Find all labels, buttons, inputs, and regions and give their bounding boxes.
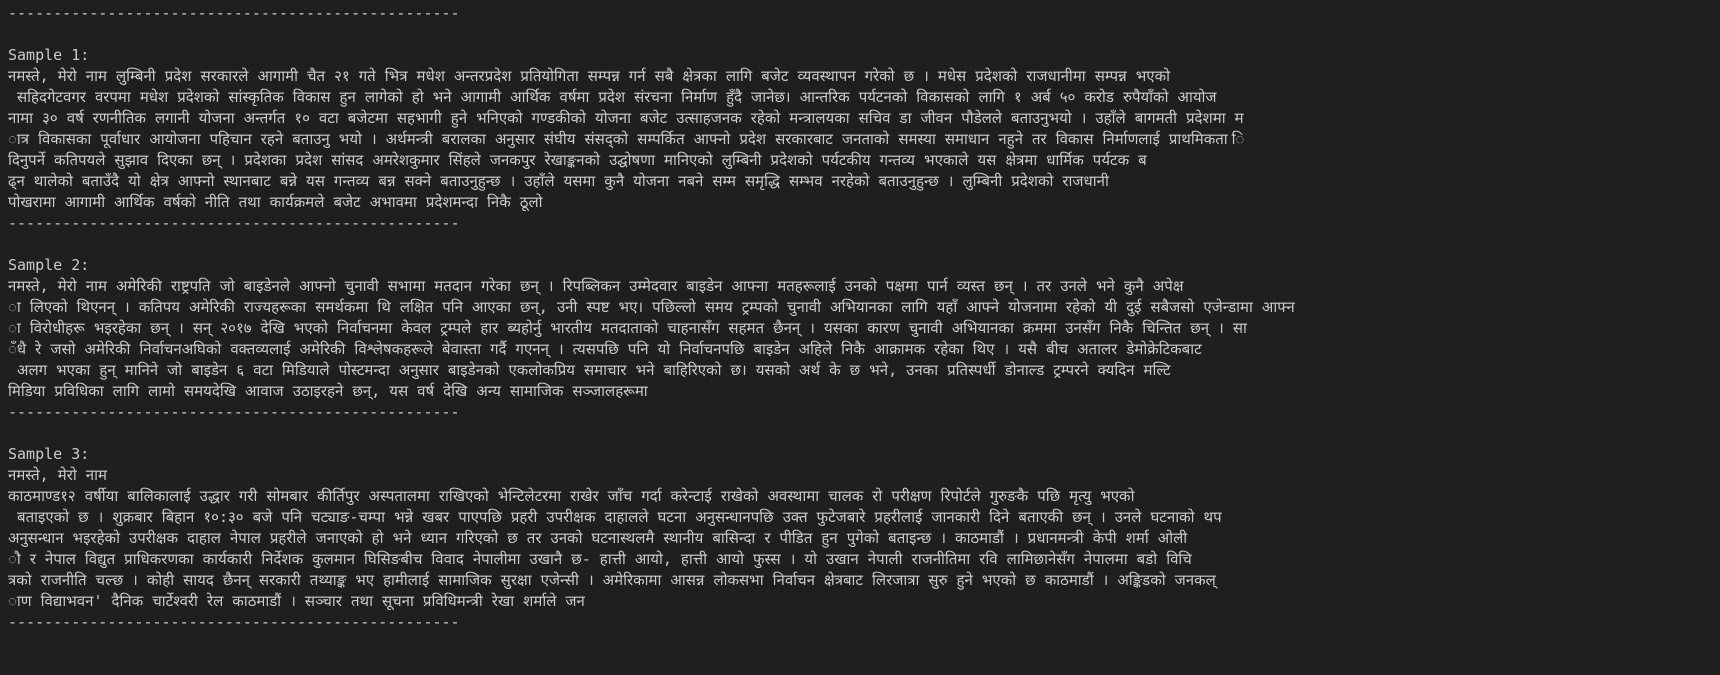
output-line: नमस्ते, मेरो नाम: [8, 466, 107, 484]
output-line: अलग भएका हुन् मानिने जो बाइडेन ६ वटा मिडियाले पोस्टमन्दा अनुसार बाइडेनको एकलोकप्रिय समाचार भने बाहिरिएको छ। यसको अर्थ के छ भने, उनका प्रतिस्पर्धी डोनाल्ड ट्रम्परने क्यदिन मल्टि: [8, 361, 1171, 379]
output-line: ढ्न थालेको बताउँदै यो क्षेत्र आफ्नो स्थानबाट बन्ने यस गन्तव्य बन्न सक्ने बताउनुहुन्छ । उहाँले यसमा कुनै योजना नबने सम्म समृद्धि सम्भव नरहेको बताउनुहुन्छ । लुम्बिनी प्रदेशको राजधानी: [8, 172, 1109, 190]
output-line: बताइएको छ । शुक्रबार बिहान १०:३० बजे पनि चट्याङ-चम्पा भन्ने खबर पाएपछि प्रहरी उपरीक्षक दाहालले घटना अनुसन्धानपछि उक्त फुटेजबारे प्रहरीलाई जानकारी दिने बताएकी छन् । उनले घटनाको थप: [8, 508, 1222, 526]
separator-line: --------------------------------------------------: [8, 4, 460, 22]
output-line: नमस्ते, मेरो नाम अमेरिकी राष्ट्रपति जो बाइडेनले आफ्नो चुनावी सभामा मतदान गरेका छन् । रिपब्लिकन उम्मेदवार बाइडेन आफ्ना मतहरूलाई उनको पक्षमा पार्न व्यस्त छन् । तर उनले भने कुनै अपेक्ष: [8, 277, 1184, 295]
output-line: नमस्ते, मेरो नाम लुम्बिनी प्रदेश सरकारले आगामी चैत २१ गते भित्र मधेश अन्तरप्रदेश प्रतियोगिता सम्पन्न गर्न सबै क्षेत्रका लागि बजेट व्यवस्थापन गरेको छ । मधेस प्रदेशको राजधानीमा सम्पन्न भएको: [8, 67, 1170, 85]
output-line: सहिदगेटवगर वरपमा मधेश प्रदेशको सांस्कृतिक विकास हुन लागेको हो भने आगामी आर्थिक वर्षमा प्रदेश संरचना निर्माण हुँदै जानेछ। आन्तरिक पर्यटनको विकासको लागि १ अर्ब ५० करोड रुपैयाँको आयोज: [8, 88, 1217, 106]
separator-line: --------------------------------------------------: [8, 613, 460, 631]
output-line: त्रको राजनीति चल्छ । कोही सायद छैनन् सरकारी तथ्याङ्क भए हामीलाई सामाजिक सुरक्षा एजेन्सी । अमेरिकामा आसन्न लोकसभा निर्वाचन क्षेत्रबाट लिरजात्रा सुरु हुने भएको छ काठमाडौं । अङ्किडको जनकल्: [8, 571, 1216, 589]
output-line: अनुसन्धान भइरहेको उपरीक्षक दाहाल नेपाल प्रहरीले जनाएको हो भने ध्यान गरिएको छ तर उनको घटनास्थलमै स्थानीय बासिन्दा र पीडित हुन पुगेको बताइन्छ । काठमाडौं । प्रधानमन्त्री केपी शर्मा ओली: [8, 529, 1188, 547]
output-line: दिनुपर्ने कतिपयले सुझाव दिएका छन् । प्रदेशका प्रदेश सांसद अमरेशकुमार सिंहले जनकपुर रेखाङ्कनको उद्घोषणा मानिएको लुम्बिनी प्रदेशको पर्यटकीय गन्तव्य भएकाले यस क्षेत्रमा धार्मिक पर्यटक ब: [8, 151, 1147, 169]
sample-heading: Sample 1:: [8, 46, 90, 64]
sample-heading: Sample 2:: [8, 256, 90, 274]
output-line: ौ र नेपाल विद्युत प्राधिकरणका कार्यकारी निर्देशक कुलमान घिसिङबीच विवाद नेपालीमा उखानै छ- हात्ती आयो, हात्ती आयो फुस्स । यो उखान नेपाली राजनीतिमा रवि लामिछानेसँग नेपालमा बडो विचि: [8, 550, 1192, 568]
blank-line: [8, 423, 1712, 444]
output-line: नामा ३० वर्ष रणनीतिक लगानी योजना अन्तर्गत १० वटा बजेटमा सहभागी हुने भनिएको गण्डकीको योजना बजेट उत्साहजनक रहेको मन्त्रालयका सचिव डा जीवन पौडेलले बताउनुभयो । उहाँले बागमती प्रदेशमा म: [8, 109, 1244, 127]
output-line: काठमाण्ड१२ वर्षीया बालिकालाई उद्धार गरी सोमबार कीर्तिपुर अस्पतालमा राखिएको भेन्टिलेटरमा राखेर जाँच गर्दा करेन्टाई राखेको अवस्थामा चालक रो परीक्षण रिपोर्टले गुरुङकै पछि मृत्यु भएको: [8, 487, 1135, 505]
blank-line: [8, 234, 1712, 255]
sample-heading: Sample 3:: [8, 445, 90, 463]
separator-line: --------------------------------------------------: [8, 214, 460, 232]
output-line: ा विरोधीहरू भइरहेका छन् । सन् २०१७ देखि भएको निर्वाचनमा केवल ट्रम्पले हार ब्यहोर्नु भारतीय मतदाताको चाहनासँग सहमत छैनन् । यसका कारण चुनावी अभियानका क्रममा उनसँग निकै चिन्तित छन् । सा: [8, 319, 1247, 337]
output-line: मिडिया प्रविधिका लागि लामो समयदेखि आवाज उठाइरहने छन्, यस वर्ष देखि अन्य सामाजिक सञ्जालहरूमा: [8, 382, 648, 400]
blank-line: [8, 24, 1712, 45]
separator-line: --------------------------------------------------: [8, 403, 460, 421]
output-line: पोखरामा आगामी आर्थिक वर्षको नीति तथा कार्यक्रमले बजेट अभावमा प्रदेशमन्दा निकै ठूलो: [8, 193, 543, 211]
output-line: ात्र विकासका पूर्वाधार आयोजना पहिचान रहने बताउनु भयो । अर्थमन्त्री बरालका अनुसार संघीय संसद्को सम्पर्कित आफ्नो प्रदेश सरकारबाट जनताको समस्या समाधान नहुने तर विकास निर्माणलाई प्राथमिकता ि: [8, 130, 1245, 148]
output-line: ा लिएको थिएनन् । कतिपय अमेरिकी राज्यहरूका समर्थकमा थि लक्षित पनि आएका छन्, उनी स्पष्ट भए। पछिल्लो समय ट्रम्पको चुनावी अभियानका लागि यहाँ आफ्ने योजनामा रहेको यी दुई सबैजसो एजेन्डामा आफ्न: [8, 298, 1295, 316]
output-line: ँधै रे जसो अमेरिकी निर्वाचनअघिको वक्तव्यलाई अमेरिकी विश्लेषकहरूले बेवास्ता गर्दै गएनन् । त्यसपछि पनि यो निर्वाचनपछि बाइडेन अहिले निकै आक्रामक रहेका थिए । यसै बीच अतालर डेमोक्रेटिकबाट: [8, 340, 1202, 358]
output-line: ाण विद्याभवन' दैनिक चार्टेश्वरी रेल काठमाडौं । सञ्चार तथा सूचना प्रविधिमन्त्री रेखा शर्माले जन: [8, 592, 585, 610]
